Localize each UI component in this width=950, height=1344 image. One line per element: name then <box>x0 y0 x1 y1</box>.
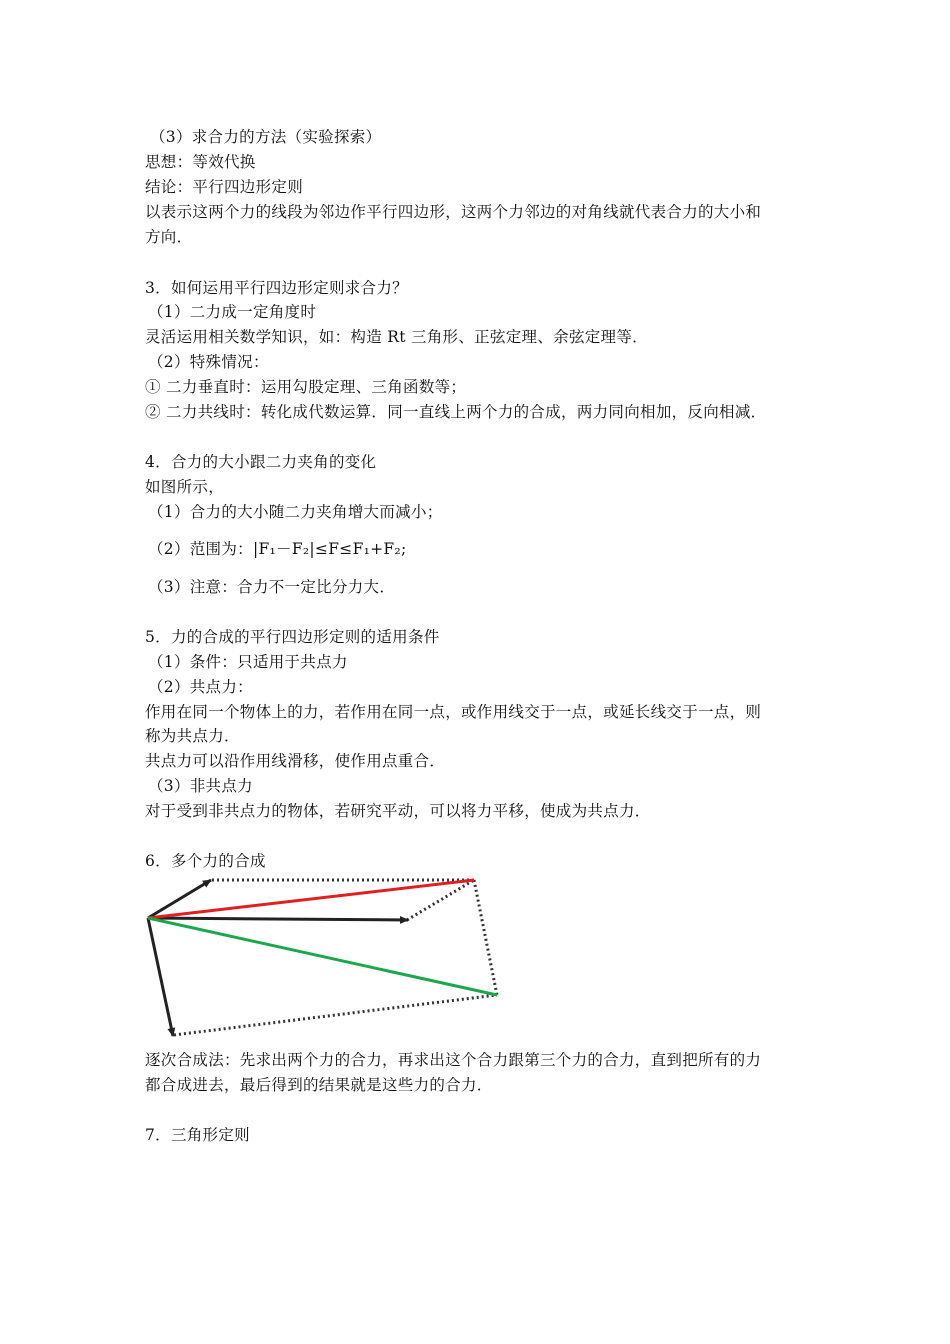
section-4-sub2 <box>148 539 407 559</box>
section-6-method-1: 逐次合成法：先求出两个力的合力，再求出这个合力跟第三个力的合力，直到把所有的力 <box>145 1051 762 1069</box>
section-4-sub3: （3）注意：合力不一定比分力大． <box>148 578 396 596</box>
dotted-line-right <box>474 880 497 995</box>
method-heading: （3）求合力的方法（实验探索） <box>150 128 382 146</box>
parallelogram-desc-1: 以表示这两个力的线段为邻边作平行四边形，这两个力邻边的对角线就代表合力的大小和 <box>145 203 762 221</box>
section-5-def-2: 称为共点力． <box>145 727 240 745</box>
section-4-title: 4．合力的大小跟二力夹角的变化 <box>145 453 377 471</box>
section-3-sub1-text: 灵活运用相关数学知识，如：构造 Rt 三角形、正弦定理、余弦定理等． <box>145 328 648 346</box>
section-3-item2: ② 二力共线时：转化成代数运算．同一直线上两个力的合成，两力同向相加，反向相减． <box>145 403 767 421</box>
dotted-line-bottom <box>174 995 497 1035</box>
section-3-sub1: （1）二力成一定角度时 <box>148 303 317 321</box>
section-6-title: 6．多个力的合成 <box>145 852 266 870</box>
section-3-sub2: （2）特殊情况： <box>148 353 269 371</box>
section-5-def-1: 作用在同一个物体上的力，若作用在同一点，或作用线交于一点，或延长线交于一点，则 <box>145 703 762 721</box>
range-formula: |F₁－F₂|≤F≤F₁+F₂; <box>252 540 407 558</box>
force-arrow-down <box>148 918 173 1036</box>
parallelogram-desc-2: 方向． <box>145 228 193 246</box>
section-6-method-2: 都合成进去，最后得到的结果就是这些力的合力． <box>145 1076 493 1094</box>
conclusion-text: 结论：平行四边形定则 <box>145 178 304 196</box>
final-resultant-line <box>148 918 497 995</box>
section-4-intro: 如图所示， <box>145 478 225 496</box>
idea-text: 思想：等效代换 <box>145 153 256 171</box>
section-5-sub2: （2）共点力： <box>148 678 253 696</box>
force-arrow-right <box>148 918 408 920</box>
section-5-sub3-text: 对于受到非共点力的物体，若研究平动，可以将力平移，使成为共点力． <box>145 802 651 820</box>
section-5-title: 5．力的合成的平行四边形定则的适用条件 <box>145 628 440 646</box>
first-resultant-line <box>148 880 474 918</box>
section-4-sub1: （1）合力的大小随二力夹角增大而减小； <box>148 503 443 521</box>
force-arrow-up <box>148 880 211 918</box>
section-7-title: 7．三角形定则 <box>145 1126 250 1144</box>
section-3-title: 3．如何运用平行四边形定则求合力？ <box>145 279 408 297</box>
section-4-sub2-prefix: （2）范围为： <box>148 540 253 558</box>
section-5-sub1: （1）条件：只适用于共点力 <box>148 653 348 671</box>
dotted-line-diag <box>407 880 474 920</box>
section-5-slide: 共点力可以沿作用线滑移，使作用点重合． <box>145 752 446 770</box>
section-5-sub3: （3）非共点力 <box>148 777 253 795</box>
section-3-item1: ① 二力垂直时：运用勾股定理、三角函数等； <box>145 378 467 396</box>
